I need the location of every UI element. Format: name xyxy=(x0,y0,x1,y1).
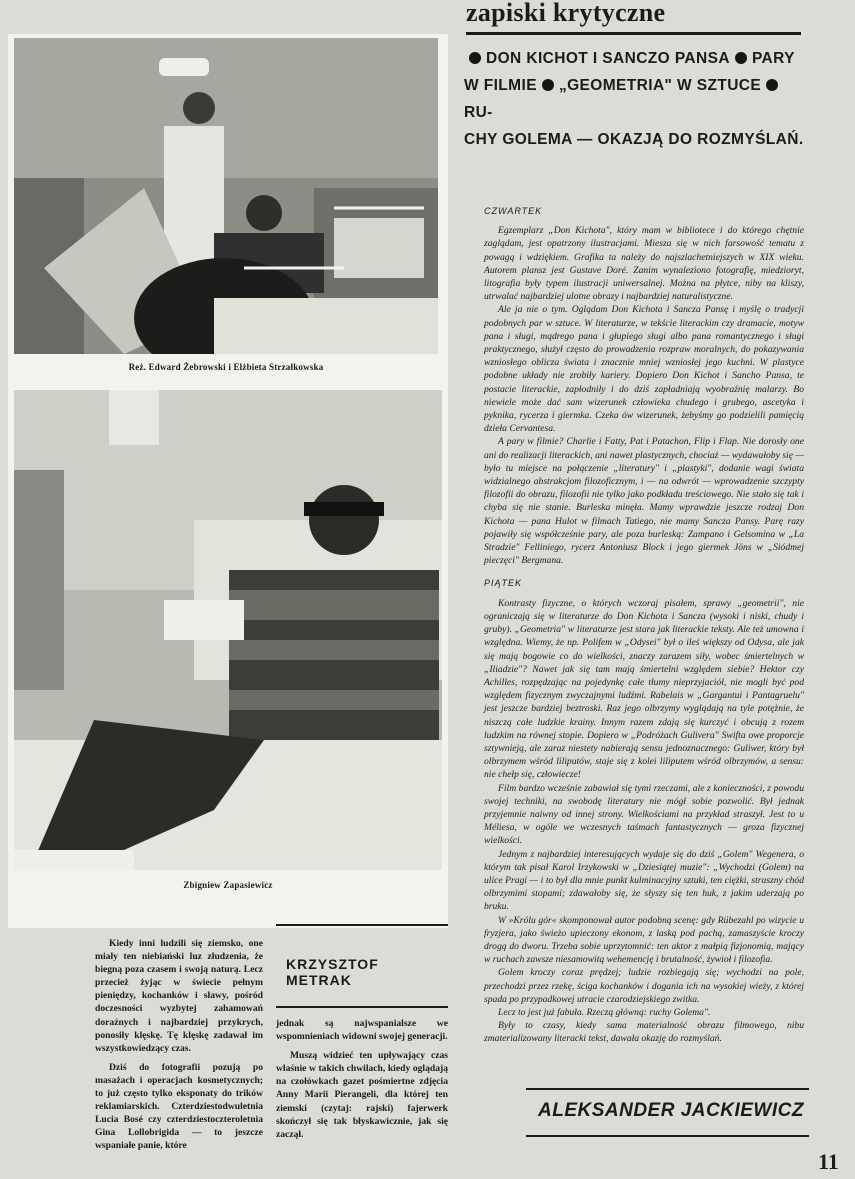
column-author: KRZYSZTOF METRAK xyxy=(286,956,379,988)
bullet-icon xyxy=(469,52,481,64)
top-photo-hospital-scene xyxy=(14,38,438,354)
signature-rule-bottom xyxy=(526,1135,809,1137)
paragraph: Golem kroczy coraz prędzej; ludzie rozbiegają się; wychodzi na pole, przechodzi przez rzekę, ściga kochanków i dogania ich na wysokiej wieży, z której spada po przypadkowej utracie czarodziejskiego zwitka. xyxy=(484,967,804,1005)
paragraph: Jednym z najbardziej interesujących wydaje się do dziś „Golem" Wegenera, o którym tak pisał Karol Irzykowski w „Dziesiątej muzie": „Wychodzi (Golem) na ulice Pragi — i to był dla mnie punkt kulminacyjny sztuki, ten ciężki, straszny chód olbrzymimi stopami; zdawałoby się, że słyszy się ten huk, z jakim uderzają po bruku. xyxy=(484,848,804,913)
article-body xyxy=(484,205,804,1046)
top-photo-caption: Reż. Edward Żebrowski i Elżbieta Strzałkowska xyxy=(128,362,324,372)
author-box-rule xyxy=(276,1006,448,1008)
paragraph: Dziś do fotografii pozują po masażach i operacjach kosmetycznych; to już często tylko eksponaty do trików reklamiarskich. Czterdziestodwuletnia Lucia Bosé czy czterdziestoczteroletnia Gina Lollobrigida — to jeszcze wspaniałe panie, które xyxy=(95,1061,263,1152)
day-label-thursday: CZWARTEK xyxy=(484,206,543,216)
paragraph: Kiedy inni ludzili się ziemsko, one miały ten niebiański luz złudzenia, że biegną poza czasem i swoją naturą. Lecz przecież żyjąc w świecie pełnym pieniędzy, kochanków i sławy, pośród doczesności wyzbytej zahamowań doraźnych i najbardziej przykrych, ponosiły klęskę. Tę klęskę zadawał im wszystkowiedzący czas. xyxy=(95,938,263,1054)
headline xyxy=(464,45,804,153)
paragraph: Egzemplarz „Don Kichota", który mam w bibliotece i do którego chętnie zaglądam, jest opatrzony ilustracjami. Miesza się w nich farsowość tematu z powagą i wdziękiem. Grafika ta należy do najszlachetniejszych w XIX wieku. Autorem plansz jest Gustave Doré. Zanim wynaleziono fotografię, miedzioryt, litografia były typem ilustracji uniwersalnej. Można na płytce, niby na kliszy, utrwalać najbardziej ulotne obrazy i najbardziej naturalistyczne. xyxy=(484,225,804,303)
lower-left-column xyxy=(95,937,263,1153)
paragraph: Film bardzo wcześnie zabawiał się tymi rzeczami, ale z konieczności, z powodu swojej techniki, na swobodę literatury nie mógł sobie pozwolić. Był jednak przyjemnie naiwny od innej strony. Wielkościami na przykład straszył. Jest to u Méliesa, w ogóle we wczesnych taśmach fantastycznych — groza fizycznej wielkości. xyxy=(484,782,804,847)
headline-line-1 xyxy=(464,45,804,72)
paragraph: Były to czasy, kiedy sama materialność obrazu filmowego, nibu zmaterializowany literacki tekst, dawała okazję do rozmyślań. xyxy=(484,1020,804,1045)
page-number: 11 xyxy=(818,1149,839,1174)
article-author: ALEKSANDER JACKIEWICZ xyxy=(538,1100,804,1121)
headline-part: CHY GOLEMA — OKAZJĄ DO ROZMYŚLAŃ. xyxy=(464,131,804,148)
headline-part: PARY xyxy=(751,50,795,67)
bullet-icon xyxy=(766,79,778,91)
paragraph: Kontrasty fizyczne, o których wczoraj pisałem, sprawy „geometrii", nie ograniczają się w literaturze do Don Kichota i Sancza (wysoki i niski, chudy i gruby). „Geometria" w literaturze jest stara jak literackie teksty. Ale też umowna i względna. Wiemy, że np. Polifem w „Odysei" był o ileś większy od Odysa, ale jak się mają bogowie co do wielkości, znaczy zarazem siły, wobec śmiertelnych w „Iliadzie"? Nawet jak się tam mają śmiertelni względem siebie? Hektor czy Achilles, rozpędzając na pojedynkę całe tłumy nieprzyjaciół, nie mogli być pod względem fizycznym zwyczajnymi ludźmi. Rabelais w „Gargantui i Pantagruelu" jest jeszcze bardziej beztroski. Raz jego olbrzymy wyglądają na tyle potężnie, że niszczą całe ludzkie krainy. Innym razem zdają się kurczyć i obcują z rozem ludzkim na równej stopie. Dopiero w „Podróżach Gulivera" Swifta owe proporcje sztywnieją, ale zaraz niestety nabierają sensu jednoznacznego: Guliwer, który był olbrzymem wśród liliputów, staje się z kolei liliputem wśród olbrzymów, a sensu: nie chełp się, człowiecze! xyxy=(484,597,804,781)
bottom-photo-caption: Zbigniew Zapasiewicz xyxy=(183,880,273,890)
bottom-photo-patient xyxy=(14,390,442,870)
paragraph: Lecz to jest już fabuła. Rzeczą główną: ruchy Golema". xyxy=(498,1006,711,1018)
bullet-icon xyxy=(542,79,554,91)
headline-line-2 xyxy=(464,72,804,126)
headline-part: W FILMIE xyxy=(464,77,537,94)
kicker-rule xyxy=(466,32,801,35)
headline-line-3 xyxy=(464,126,804,153)
paragraph: W »Królu gór« skomponował autor podobną scenę: gdy Rübezahl po wizycie u fryzjera, jako świeżo upieczony ekonom, z laską pod pachą, zamaszyście kroczy drogą do dworu. Trzeba sobie uprzytomnić: ten aktor z małpią fizjonomią, mający w ruchach zawsze niesamowitą wehemencję i brutalność, żywioł i filozofia. xyxy=(484,914,804,966)
author-box xyxy=(276,924,448,1006)
bullet-icon xyxy=(735,52,747,64)
paragraph: Ale ja nie o tym. Oglądam Don Kichota i Sancza Pansę i myślę o tradycji podobnych par w sztuce. W literaturze, w tekście literackim czy dramacie, motyw pana i sługi, mądrego pana i głupiego sługi albo pana romantycznego i sługi praktycznego, służył często do prowadzenia rozpraw moralnych, do pokazywania wzniosłego oblicza świata i znacznie mniej wzniosłej jego kuchni. W plastyce podobne układy nie zrobiły kariery. Dopiero Don Kichot i Sancho Pansa, te postacie literackie, zapłodniły i do dziś zapładniają wyobraźnię malarzy. Bo niewiele może dać sam wizerunek człowieka chudego i grubego, ascetyka i pyknika, rycerza i giermka. Czeka ów wizerunek, żebyśmy go podzielili pamięcią dzieła Cervantesa. xyxy=(484,304,804,435)
headline-part: RU- xyxy=(464,104,493,121)
paragraph: jednak są najwspanialsze we wspomnieniach widowni swojej generacji. xyxy=(276,1018,448,1043)
paragraph: A pary w filmie? Charlie i Fatty, Pat i Patachon, Flip i Flap. Nie dorosły one ani do realizacji literackich, ani nawet plastycznych, chociaż — wydawałoby się — było tu miejsce na połączenie „literatury" i „plastyki", dodanie wagi świata widzialnego abstrakcjom filozoficznym, i — na odwrót — wprowadzenie szczypty filozofii do obrazu, filozofii nie tylko jako podkładu treściowego. Nie stało się tak i chyba się nie stanie. Burleska minęła. Mamy wprawdzie jeszcze rodzaj Don Kichota — pana Hulot w filmach Tatiego, nie mamy Sancza Pansy. Parę razy pojawiły się współcześnie pary, ale poza burleską: Zampano i Gelsomina w „La Stradzie" Felliniego, rycerz Antoniusz Block i jego giermek Jöns w „Siódmej pieczęci" Bergmana. xyxy=(484,436,804,567)
day-label-friday: PIĄTEK xyxy=(484,578,523,589)
paragraph: Muszą widzieć ten upływający czas właśnie w takich chwilach, kiedy oglądają na czołówkach gazet pośmiertne zdjęcia Anny Marii Pierangeli, dla której ten ziemski (czytaj: rajski) fajerwerk skończył się tak błyskawicznie, jak się zaczął. xyxy=(276,1050,448,1140)
section-kicker: zapiski krytyczne xyxy=(466,0,666,27)
headline-part: DON KICHOT I SANCZO PANSA xyxy=(486,50,730,67)
headline-part: „GEOMETRIA" W SZTUCE xyxy=(558,77,762,94)
lower-right-column xyxy=(276,1017,448,1141)
signature-rule-top xyxy=(526,1088,809,1090)
